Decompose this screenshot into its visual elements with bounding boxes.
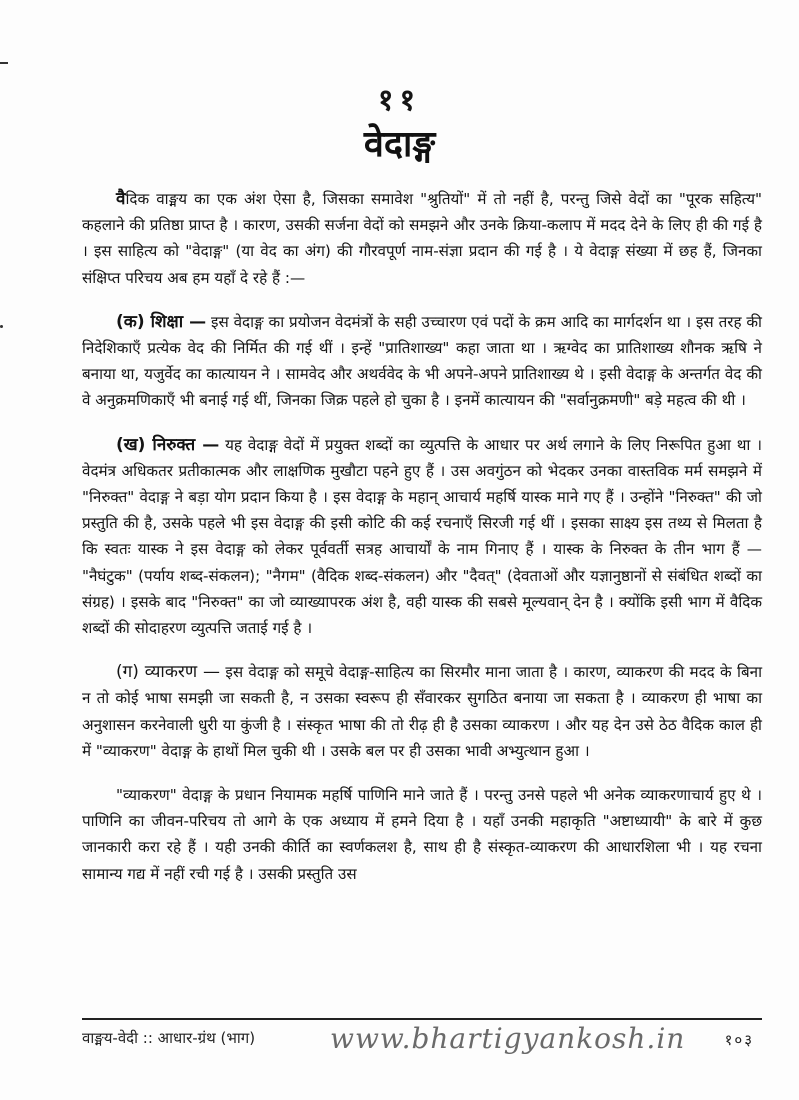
section-heading: (ख) निरुक्त —	[116, 434, 220, 455]
panini-paragraph	[82, 782, 762, 887]
paragraph-text: "व्याकरण" वेदाङ्ग के प्रधान नियामक महर्षि पाणिनि माने जाते हैं । परन्तु उनसे पहले भी अनेक व्याकरणाचार्य हुए थे । पाणिनि का जीवन-परिचय तो आगे के एक अध्याय में हमने दिया है । यहाँ उनकी महाकृति "अष्टाध्यायी" के बारे में कुछ जानकारी करा रहे हैं । यही उनकी कीर्ति का स्वर्णकलश है, साथ ही है संस्कृत-व्याकरण की आधारशिला भी । यह रचना सामान्य गद्य में नहीं रची गई है । उसकी प्रस्तुति उस	[82, 786, 762, 883]
scan-edge-mark	[0, 62, 8, 64]
paragraph-text: यह वेदाङ्ग वेदों में प्रयुक्त शब्दों का व्युत्पत्ति के आधार पर अर्थ लगाने के लिए निरूपित हुआ था । वेदमंत्र अधिकतर प्रतीकात्मक और लाक्षणिक मुखौटा पहने हुए हैं । उस अवगुंठन को भेदकर उनका वास्तविक मर्म समझने में "निरुक्त" वेदाङ्ग ने बड़ा योग प्रदान किया है । इस वेदाङ्ग के महान् आचार्य महर्षि यास्क माने गए हैं । उन्होंने "निरुक्त" की जो प्रस्तुति की है, उसके पहले भी इस वेदाङ्ग की इसी कोटि की कई रचनाएँ सिरजी गई थीं । इसका साक्ष्य इस तथ्य से मिलता है कि स्वतः यास्क ने इस वेदाङ्ग को लेकर पूर्ववर्ती सत्रह आचार्यों के नाम गिनाए हैं । यास्क के निरुक्त के तीन भाग हैं — "नैघंटुक" (पर्याय शब्द-संकलन); "नैगम" (वैदिक शब्द-संकलन) और "दैवत्" (देवताओं और यज्ञानुष्ठानों से संबंधित शब्दों का संग्रह) । इसके बाद "निरुक्त" का जो व्याख्यापरक अंश है, वही यास्क की सबसे मूल्यवान् देन है । क्योंकि इसी भाग में वैदिक शब्दों की सोदाहरण व्युत्पत्ति जताई गई है ।	[82, 435, 762, 638]
section-heading: (क) शिक्षा —	[116, 311, 207, 332]
intro-paragraph	[82, 186, 762, 291]
drop-lead: वै	[116, 189, 126, 209]
paragraph-text: दिक वाङ्मय का एक अंश ऐसा है, जिसका समावेश "श्रुतियों" में तो नहीं है, परन्तु जिसे वेदों का "पूरक सहित्य" कहलाने की प्रतिष्ठा प्राप्त है । कारण, उसकी सर्जना वेदों को समझने और उनके क्रिया-कलाप में मदद देने के लिए ही की गई है । इस साहित्य को "वेदाङ्ग" (या वेद का अंग) की गौरवपूर्ण नाम-संज्ञा प्रदान की गई है । ये वेदाङ्ग संख्या में छह हैं, जिनका संक्षिप्त परिचय अब हम यहाँ दे रहे हैं :—	[82, 190, 762, 287]
section-vyakaran	[82, 659, 762, 764]
chapter-title: वेदाङ्ग	[363, 124, 436, 165]
section-heading: (ग) व्याकरण —	[116, 662, 221, 683]
section-nirukta	[82, 432, 762, 642]
page-number: १०३	[724, 1031, 754, 1049]
paragraph-text: इस वेदाङ्ग का प्रयोजन वेदमंत्रों के सही उच्चारण एवं पदों के क्रम आदि का मार्गदर्शन था । इस तरह की निदेशिकाएँ प्रत्येक वेद की निर्मित की गई थीं । इन्हें "प्रातिशाख्य" कहा जाता था । ऋग्वेद का प्रातिशाख्य शौनक ऋषि ने बनाया था, यजुर्वेद का कात्यायन ने । सामवेद और अथर्ववेद के भी अपने-अपने प्रातिशाख्य थे । इसी वेदाङ्ग के अन्तर्गत वेद की वे अनुक्रमणिकाएँ भी बनाई गई थीं, जिनका जिक्र पहले हो चुका है । इनमें कात्यायन की "सर्वानुक्रमणी" बड़े महत्व की थी ।	[82, 312, 762, 410]
watermark: www.bhartigyankosh.in	[330, 1022, 686, 1055]
footer-rule	[82, 1018, 762, 1020]
running-footer: वाङ्मय-वेदी :: आधार-ग्रंथ (भाग)	[82, 1029, 256, 1047]
section-shiksha	[82, 309, 762, 414]
scan-edge-speck	[0, 325, 3, 328]
chapter-number: ११	[377, 83, 422, 118]
body-text	[82, 186, 762, 905]
paragraph-text: इस वेदाङ्ग को समूचे वेदाङ्ग-साहित्य का सिरमौर माना जाता है । कारण, व्याकरण की मदद के बिना न तो कोई भाषा समझी जा सकती है, न उसका स्वरूप ही सँवारकर सुगठित बनाया जा सकता है । व्याकरण ही भाषा का अनुशासन करनेवाली धुरी या कुंजी है । संस्कृत भाषा की तो रीढ़ ही है उसका व्याकरण । और यह देन उसे ठेठ वैदिक काल ही में "व्याकरण" वेदाङ्ग के हाथों मिल चुकी थी । उसके बल पर ही उसका भावी अभ्युत्थान हुआ ।	[82, 663, 762, 760]
